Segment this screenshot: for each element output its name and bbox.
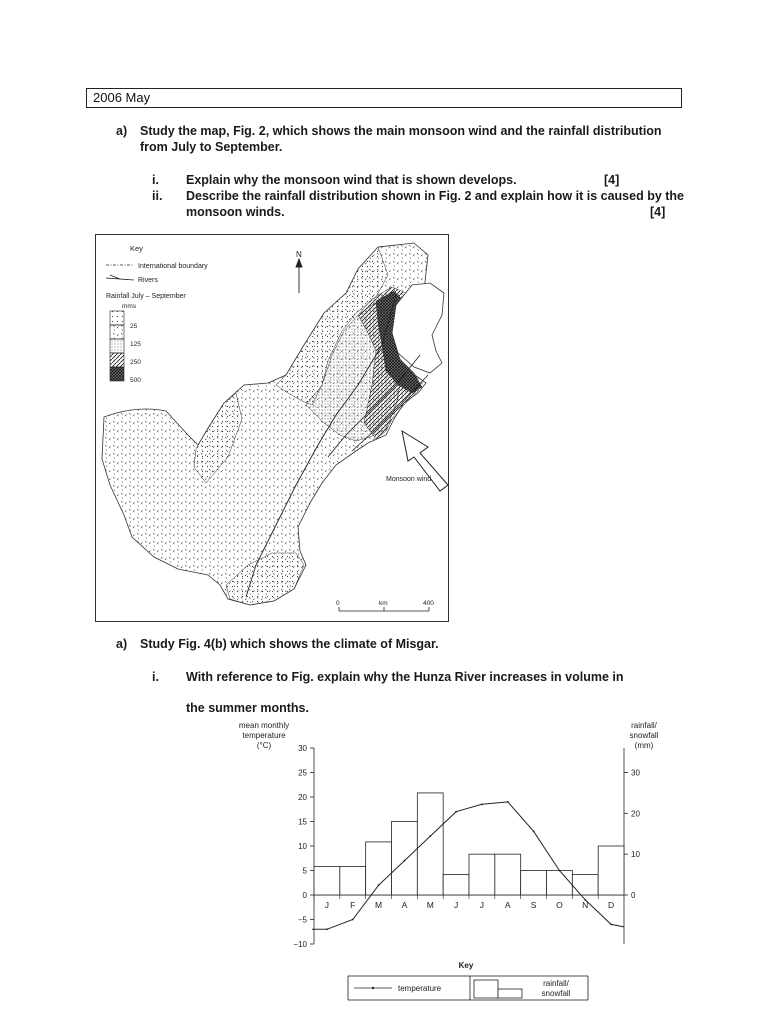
month-label: S xyxy=(530,900,537,910)
header-title: 2006 May xyxy=(93,90,151,105)
rainfall-bar xyxy=(547,871,573,896)
item-marks: [4] xyxy=(650,205,666,219)
month-label: A xyxy=(401,900,408,910)
header-box xyxy=(86,88,682,108)
legend-units: mms xyxy=(122,303,137,310)
question-text-line1: Study the map, Fig. 2, which shows the main monsoon wind and the rainfall distribution xyxy=(140,124,662,138)
legend-boundary: International boundary xyxy=(138,263,208,270)
temperature-point xyxy=(533,830,535,832)
rainfall-bar xyxy=(495,854,521,895)
temperature-point xyxy=(455,811,457,813)
temperature-point xyxy=(404,860,406,862)
legend-value: 250 xyxy=(130,359,141,366)
month-label: F xyxy=(350,900,356,910)
left-tick-label: 25 xyxy=(298,768,307,778)
left-tick-label: 30 xyxy=(298,744,307,753)
scale-unit: km xyxy=(379,600,388,607)
month-label: M xyxy=(426,900,434,910)
question-text-line2: from July to September. xyxy=(140,140,283,154)
item-marker: i. xyxy=(152,173,159,187)
left-axis-label: mean monthly xyxy=(238,721,290,730)
scale-max: 400 xyxy=(423,600,434,607)
key-rainfall-label: rainfall/ xyxy=(543,979,569,988)
item-text-line2: monsoon winds. xyxy=(186,205,285,219)
map-svg xyxy=(96,235,448,621)
month-label: A xyxy=(504,900,511,910)
legend-swatch xyxy=(110,311,124,325)
temperature-point xyxy=(559,870,561,872)
legend-swatch xyxy=(110,325,124,339)
right-tick-label: 10 xyxy=(631,850,640,860)
rainfall-bar xyxy=(314,866,340,895)
temperature-point xyxy=(507,801,509,803)
rainfall-map xyxy=(95,234,449,622)
key-rainfall-label: snowfall xyxy=(541,989,571,998)
right-axis-label: rainfall/ xyxy=(631,721,657,730)
rivers-legend-line xyxy=(106,275,134,280)
left-axis-label: temperature xyxy=(242,731,286,740)
month-label: O xyxy=(556,900,563,910)
rainfall-bar xyxy=(469,854,495,895)
rainfall-bar xyxy=(366,842,392,895)
item-text: Describe the rainfall distribution shown in Fig. 2 and explain how it is caused by the xyxy=(186,189,684,203)
month-label: J xyxy=(479,900,485,910)
left-tick-label: 10 xyxy=(298,842,307,851)
item-text: With reference to Fig. explain why the Hunza River increases in volume in xyxy=(186,670,624,684)
rainfall-bar xyxy=(340,866,366,895)
item-marker: i. xyxy=(152,670,159,684)
key-point-sample xyxy=(372,987,374,989)
legend-value: 500 xyxy=(130,377,141,384)
item-marks: [4] xyxy=(604,173,620,187)
temperature-point xyxy=(378,884,380,886)
left-tick-label: 15 xyxy=(298,817,307,827)
key-bar-sample xyxy=(498,989,522,998)
chart-key-title: Key xyxy=(458,961,474,970)
climate-chart xyxy=(226,718,666,1008)
rainfall-bar xyxy=(572,875,598,895)
legend-rivers: Rivers xyxy=(138,277,158,284)
left-axis-label: (°C) xyxy=(256,741,272,750)
item-text: Explain why the monsoon wind that is shown develops. xyxy=(186,173,517,187)
item-text-line2: the summer months. xyxy=(186,701,309,715)
scale-zero: 0 xyxy=(336,600,340,607)
rainfall-bar xyxy=(598,846,624,895)
legend-value: 25 xyxy=(130,323,138,330)
month-label: M xyxy=(375,900,383,910)
left-tick-label: 5 xyxy=(302,866,307,876)
legend-swatch xyxy=(110,353,124,367)
rainfall-bar xyxy=(521,871,547,896)
month-label: J xyxy=(453,900,459,910)
right-axis-label: (mm) xyxy=(634,741,654,750)
right-tick-label: 30 xyxy=(631,768,640,778)
question-marker: a) xyxy=(116,637,128,651)
right-tick-label: 20 xyxy=(631,809,640,819)
legend-rainfall: Rainfall July – September xyxy=(106,293,186,300)
legend-value: 125 xyxy=(130,341,141,348)
climate-chart-svg xyxy=(226,718,666,1008)
left-tick-label: −10 xyxy=(293,940,307,949)
right-tick-label: 0 xyxy=(631,891,636,900)
question-marker: a) xyxy=(116,124,128,138)
month-label: D xyxy=(608,900,615,910)
right-axis-label: snowfall xyxy=(629,731,659,740)
wind-label: Monsoon wind xyxy=(386,476,432,483)
left-tick-label: 0 xyxy=(302,891,307,900)
key-bar-sample xyxy=(474,980,498,998)
temperature-line xyxy=(312,802,624,929)
month-label: N xyxy=(582,900,589,910)
rainfall-bar xyxy=(443,875,469,895)
left-tick-label: −5 xyxy=(297,915,307,925)
north-label: N xyxy=(296,250,302,259)
rainfall-bar xyxy=(417,793,443,895)
question-text: Study Fig. 4(b) which shows the climate of Misgar. xyxy=(140,637,439,651)
legend-swatch xyxy=(110,339,124,353)
temperature-point xyxy=(326,928,328,930)
north-arrow-icon xyxy=(296,259,302,293)
temperature-point xyxy=(429,835,431,837)
temperature-point xyxy=(481,803,483,805)
key-temperature-label: temperature xyxy=(398,984,442,993)
left-tick-label: 20 xyxy=(298,793,307,802)
legend-swatch xyxy=(110,367,124,381)
month-label: J xyxy=(324,900,330,910)
temperature-point xyxy=(610,924,612,926)
temperature-point xyxy=(352,919,354,921)
item-marker: ii. xyxy=(152,189,163,203)
rainfall-bar xyxy=(392,822,418,896)
map-key-title: Key xyxy=(130,244,143,253)
